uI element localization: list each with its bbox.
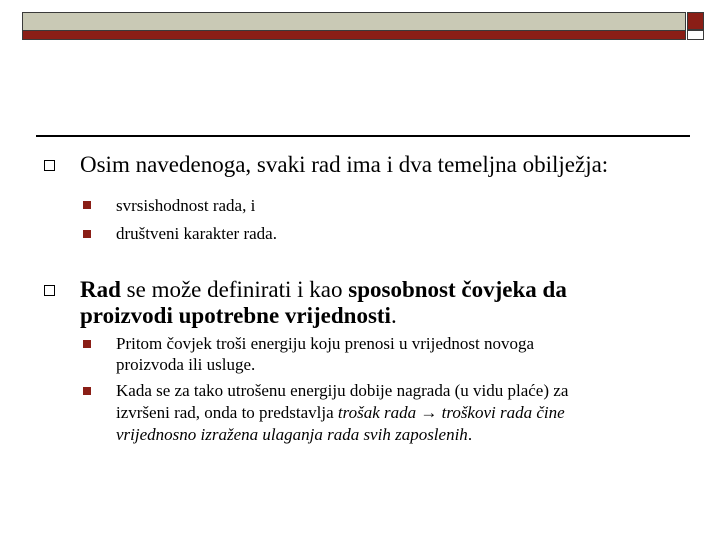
filled-square-bullet-icon	[83, 340, 91, 348]
bullet-1-text: Osim navedenoga, svaki rad ima i dva temeljna obilježja:	[80, 152, 609, 177]
bullet-2-bold-phrase: sposobnost čovjeka da	[348, 277, 567, 302]
subitem-plain-text: izvršeni rad, onda to predstavlja	[116, 403, 338, 422]
bullet-2-subitem-2-line-1: Kada se za tako utrošenu energiju dobije nagrada (u vidu plaće) za	[116, 381, 569, 400]
bullet-1-subitem-1: svrsishodnost rada, i	[116, 196, 256, 215]
bullet-2-subitem-2-line-2	[116, 402, 676, 423]
bullet-2-subitem-1-line-2: proizvoda ili usluge.	[116, 355, 256, 374]
bullet-2-period: .	[390, 303, 397, 328]
hollow-square-bullet-icon	[44, 160, 55, 171]
header-accent-line	[22, 30, 686, 40]
bullet-2-line-1	[80, 277, 567, 303]
header-square-top	[687, 12, 704, 30]
subitem-period: .	[467, 425, 473, 444]
subitem-italic-text: vrijednosno izražena ulaganja rada svih zaposlenih	[116, 425, 468, 444]
subitem-italic-text: trošak rada → troškovi rada čine	[337, 403, 565, 422]
bullet-2-subitem-1-line-1: Pritom čovjek troši energiju koju prenosi u vrijednost novoga	[116, 334, 535, 353]
header-band	[22, 12, 686, 32]
hollow-square-bullet-icon	[44, 285, 55, 296]
bullet-2-subitem-2-line-3	[116, 424, 676, 445]
filled-square-bullet-icon	[83, 387, 91, 395]
bullet-2-line-2	[80, 303, 397, 329]
title-rule	[36, 135, 690, 137]
filled-square-bullet-icon	[83, 201, 91, 209]
bullet-2-bold-term: Rad	[80, 277, 121, 302]
bullet-2-plain-text: se može definirati i kao	[120, 277, 349, 302]
header-square-bottom	[687, 30, 704, 40]
bullet-2-bold-phrase-cont: proizvodi upotrebne vrijednosti	[80, 303, 391, 328]
filled-square-bullet-icon	[83, 230, 91, 238]
bullet-1-subitem-2: društveni karakter rada.	[116, 224, 277, 243]
